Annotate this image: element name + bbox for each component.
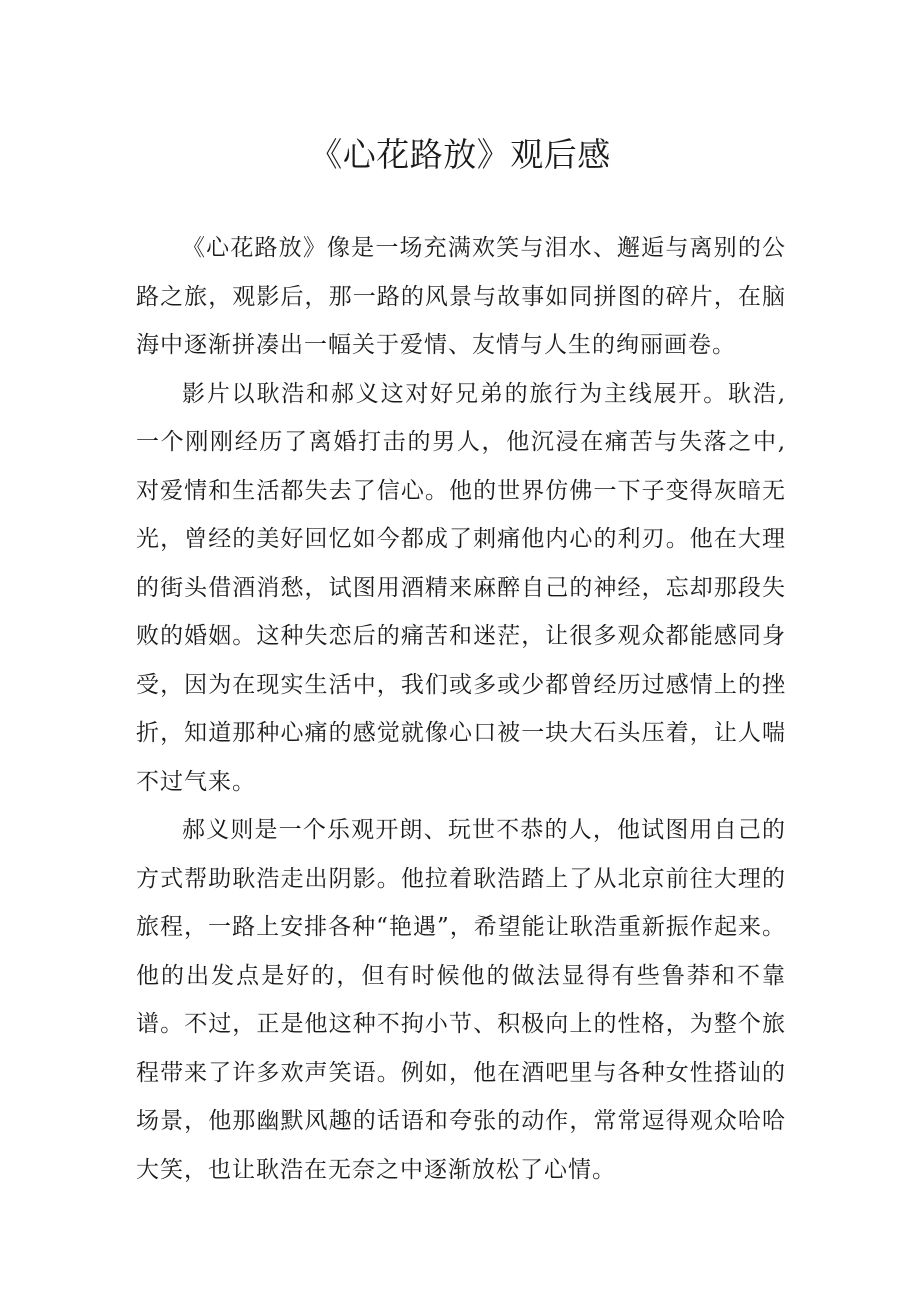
document-title: 《心花路放》观后感: [309, 135, 611, 174]
document-body: [136, 224, 786, 1194]
paragraph-2: 影片以耿浩和郝义这对好兄弟的旅行为主线展开。耿浩,一个刚刚经历了离婚打击的男人，他沉浸在痛苦与失落之中,对爱情和生活都失去了信心。他的世界仿佛一下子变得灰暗无光，曾经的美好回忆如今都成了刺痛他内心的利刃。他在大理的街头借酒消愁，试图用酒精来麻醉自己的神经，忘却那段失败的婚姻。这种失恋后的痛苦和迷茫，让很多观众都能感同身受，因为在现实生活中，我们或多或少都曾经历过感情上的挫折，知道那种心痛的感觉就像心口被一块大石头压着，让人喘不过气来。: [136, 380, 786, 795]
paragraph-1: 《心花路放》像是一场充满欢笑与泪水、邂逅与离别的公路之旅，观影后，那一路的风景与故事如同拼图的碎片，在脑海中逐渐拼凑出一幅关于爱情、友情与人生的绚丽画卷。: [136, 235, 786, 358]
paragraph-3: 郝义则是一个乐观开朗、玩世不恭的人，他试图用自己的方式帮助耿浩走出阴影。他拉着耿浩踏上了从北京前往大理的旅程，一路上安排各种“艳遇”，希望能让耿浩重新振作起来。他的出发点是好的，但有时候他的做法显得有些鲁莽和不靠谱。不过，正是他这种不拘小节、积极向上的性格，为整个旅程带来了许多欢声笑语。例如，他在酒吧里与各种女性搭讪的场景，他那幽默风趣的话语和夸张的动作，常常逗得观众哈哈大笑，也让耿浩在无奈之中逐渐放松了心情。: [136, 817, 786, 1183]
